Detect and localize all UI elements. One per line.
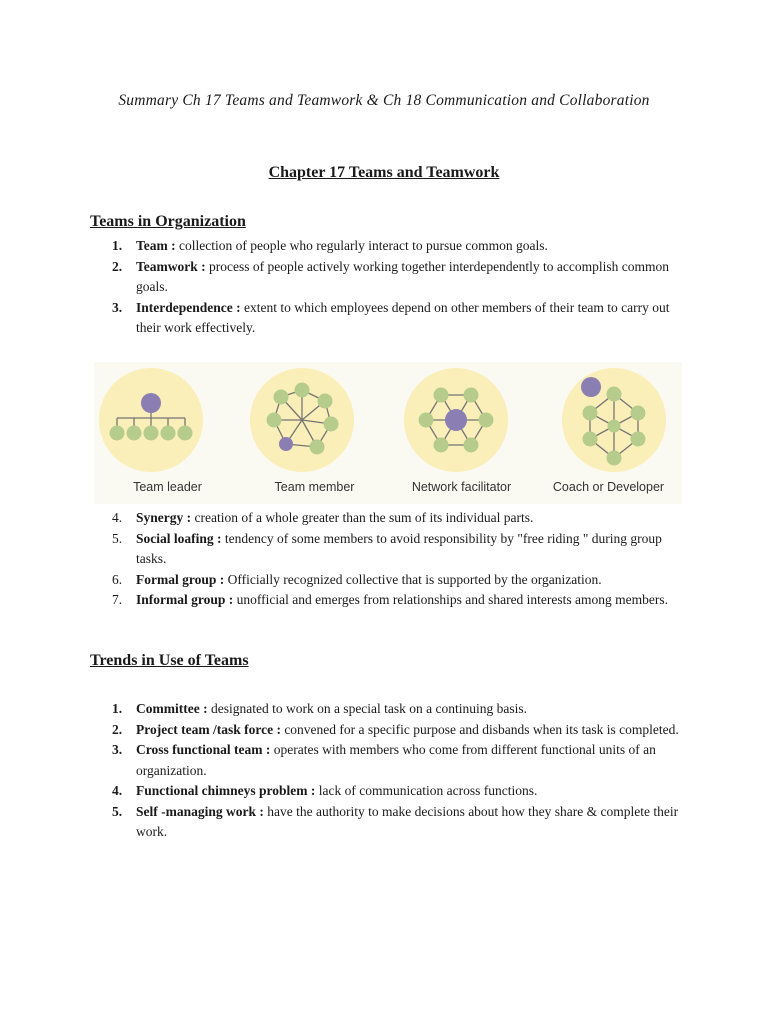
list-item [90,508,690,529]
item-definition: collection of people who regularly interact to pursue common goals. [175,238,548,253]
item-definition: lack of communication across functions. [315,783,538,798]
item-number: 3. [112,742,123,757]
coach-or-developer-diagram [562,368,666,472]
item-definition: Officially recognized collective that is supported by the organization. [224,571,602,587]
item-number: 1. [112,238,123,253]
item-term: Informal group : [136,592,234,607]
figure-label-team-leader: Team leader [133,480,202,494]
item-term: Functional chimneys problem : [136,783,316,798]
teams-definitions-list [90,236,690,339]
list-item [90,298,690,339]
list-item [90,236,690,257]
list-item [90,720,690,741]
item-term: Team : [136,238,176,253]
list-item [90,740,690,781]
team-leader-diagram [99,368,203,472]
list-item [90,590,690,611]
item-definition: unofficial and emerges from relationships and shared interests among members. [233,592,669,607]
item-term: Cross functional team : [136,742,271,757]
figure-label-team-member: Team member [274,480,355,494]
item-term: Formal group : [136,571,225,587]
list-item [90,699,690,720]
section-heading-teams-in-organization: Teams in Organization [90,213,246,230]
item-number: 5. [112,530,123,546]
list-item [90,802,690,843]
item-term: Committee : [136,701,208,716]
team-roles-figure [94,362,682,504]
document-title: Summary Ch 17 Teams and Teamwork & Ch 18 Communication and Collaboration [118,92,650,109]
item-definition: operates with members who come from different functional units of an organization. [136,742,656,778]
item-term: Self -managing work : [136,803,264,819]
item-number: 1. [112,701,123,716]
group-concepts-list [90,508,690,611]
item-number: 7. [112,592,123,607]
item-number: 6. [112,571,123,587]
list-item [90,570,690,591]
item-number: 2. [112,258,123,274]
item-number: 2. [112,721,123,737]
item-term: Teamwork : [136,258,206,274]
figure-label-coach-or-developer: Coach or Developer [552,480,665,494]
item-definition: have the authority to make decisions about how they share & complete their work. [136,803,679,839]
item-term: Synergy : [136,510,192,525]
item-definition: convened for a specific purpose and disbands when its task is completed. [280,721,679,737]
item-definition: process of people actively working together interdependently to accomplish common goals. [136,258,669,294]
item-definition: designated to work on a special task on a continuing basis. [207,701,528,716]
figure-label-network-facilitator: Network facilitator [411,480,512,494]
item-number: 4. [112,510,123,525]
item-definition: extent to which employees depend on other members of their team to carry out their work effectively. [136,299,670,335]
team-member-diagram [250,368,354,472]
item-term: Project team /task force : [136,721,281,737]
list-item [90,257,690,298]
item-number: 4. [112,783,123,798]
item-definition: tendency of some members to avoid responsibility by "free riding " during group tasks. [136,530,662,566]
chapter-title: Chapter 17 Teams and Teamwork [268,164,500,181]
item-definition: creation of a whole greater than the sum of its individual parts. [191,510,534,525]
item-number: 3. [112,299,123,315]
network-facilitator-diagram [404,368,508,472]
item-number: 5. [112,803,123,819]
list-item [90,529,690,570]
item-term: Social loafing : [136,530,222,546]
list-item [90,781,690,802]
section-heading-trends-in-use-of-teams: Trends in Use of Teams [90,652,249,669]
team-trends-list [90,699,690,843]
item-term: Interdependence : [136,299,241,315]
